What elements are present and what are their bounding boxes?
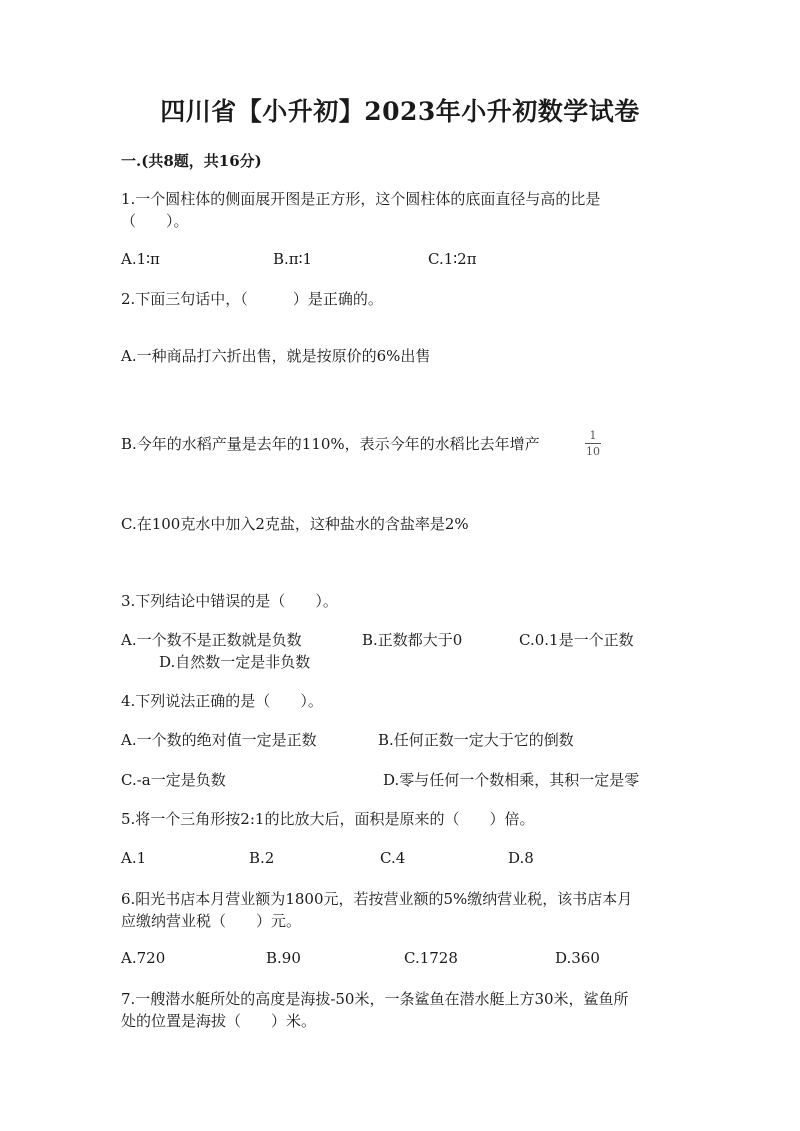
question-6-text: 6.阳光书店本月营业额为1800元，若按营业额的5%缴纳营业税，该书店本月 xyxy=(121,890,633,908)
fraction-numerator: 1 xyxy=(589,429,597,442)
question-4-text: 4.下列说法正确的是（ ）。 xyxy=(121,692,323,710)
question-6-text-cont: 应缴纳营业税（ ）元。 xyxy=(121,912,302,930)
fraction-bar xyxy=(585,443,601,444)
question-3-option-d: D.自然数一定是非负数 xyxy=(159,653,311,671)
question-5-text: 5.将一个三角形按2:1的比放大后，面积是原来的（ ）倍。 xyxy=(121,810,535,828)
question-3-text: 3.下列结论中错误的是（ ）。 xyxy=(121,592,338,610)
question-1-text-cont: （ ）。 xyxy=(121,212,189,230)
question-1-option-c: C.1∶2π xyxy=(428,250,477,268)
question-3-option-b: B.正数都大于0 xyxy=(362,631,463,649)
fraction-denominator: 10 xyxy=(586,445,600,458)
question-1-option-b: B.π∶1 xyxy=(273,250,313,268)
question-3-option-c: C.0.1是一个正数 xyxy=(519,631,634,649)
question-4-option-c: C.-a一定是负数 xyxy=(121,771,226,789)
question-6-option-d: D.360 xyxy=(555,949,600,967)
question-2-option-c: C.在100克水中加入2克盐，这种盐水的含盐率是2% xyxy=(121,515,469,533)
question-2-fraction xyxy=(585,429,601,458)
question-5-option-d: D.8 xyxy=(508,849,534,867)
question-7-text-cont: 处的位置是海拔（ ）米。 xyxy=(121,1012,317,1030)
question-7-text: 7.一艘潜水艇所处的高度是海拔-50米，一条鲨鱼在潜水艇上方30米，鲨鱼所 xyxy=(121,990,629,1008)
question-6-option-a: A.720 xyxy=(121,949,166,967)
question-5-option-c: C.4 xyxy=(380,849,406,867)
question-2-option-b: B.今年的水稻产量是去年的110%，表示今年的水稻比去年增产 xyxy=(121,435,540,453)
section-heading: 一.(共8题，共16分) xyxy=(121,152,262,170)
question-1-option-a: A.1∶π xyxy=(121,250,160,268)
question-4-option-a: A.一个数的绝对值一定是正数 xyxy=(121,731,317,749)
question-6-option-b: B.90 xyxy=(266,949,301,967)
page-title: 四川省【小升初】2023年小升初数学试卷 xyxy=(160,97,640,126)
question-2-text: 2.下面三句话中，（ ）是正确的。 xyxy=(121,290,383,308)
question-3-option-a: A.一个数不是正数就是负数 xyxy=(121,631,302,649)
question-1-text: 1.一个圆柱体的侧面展开图是正方形，这个圆柱体的底面直径与高的比是 xyxy=(121,190,601,208)
question-4-option-d: D.零与任何一个数相乘，其积一定是零 xyxy=(383,771,640,789)
question-5-option-a: A.1 xyxy=(121,849,147,867)
question-4-option-b: B.任何正数一定大于它的倒数 xyxy=(378,731,574,749)
question-6-option-c: C.1728 xyxy=(404,949,458,967)
question-2-option-a: A.一种商品打六折出售，就是按原价的6%出售 xyxy=(121,347,431,365)
question-5-option-b: B.2 xyxy=(249,849,275,867)
